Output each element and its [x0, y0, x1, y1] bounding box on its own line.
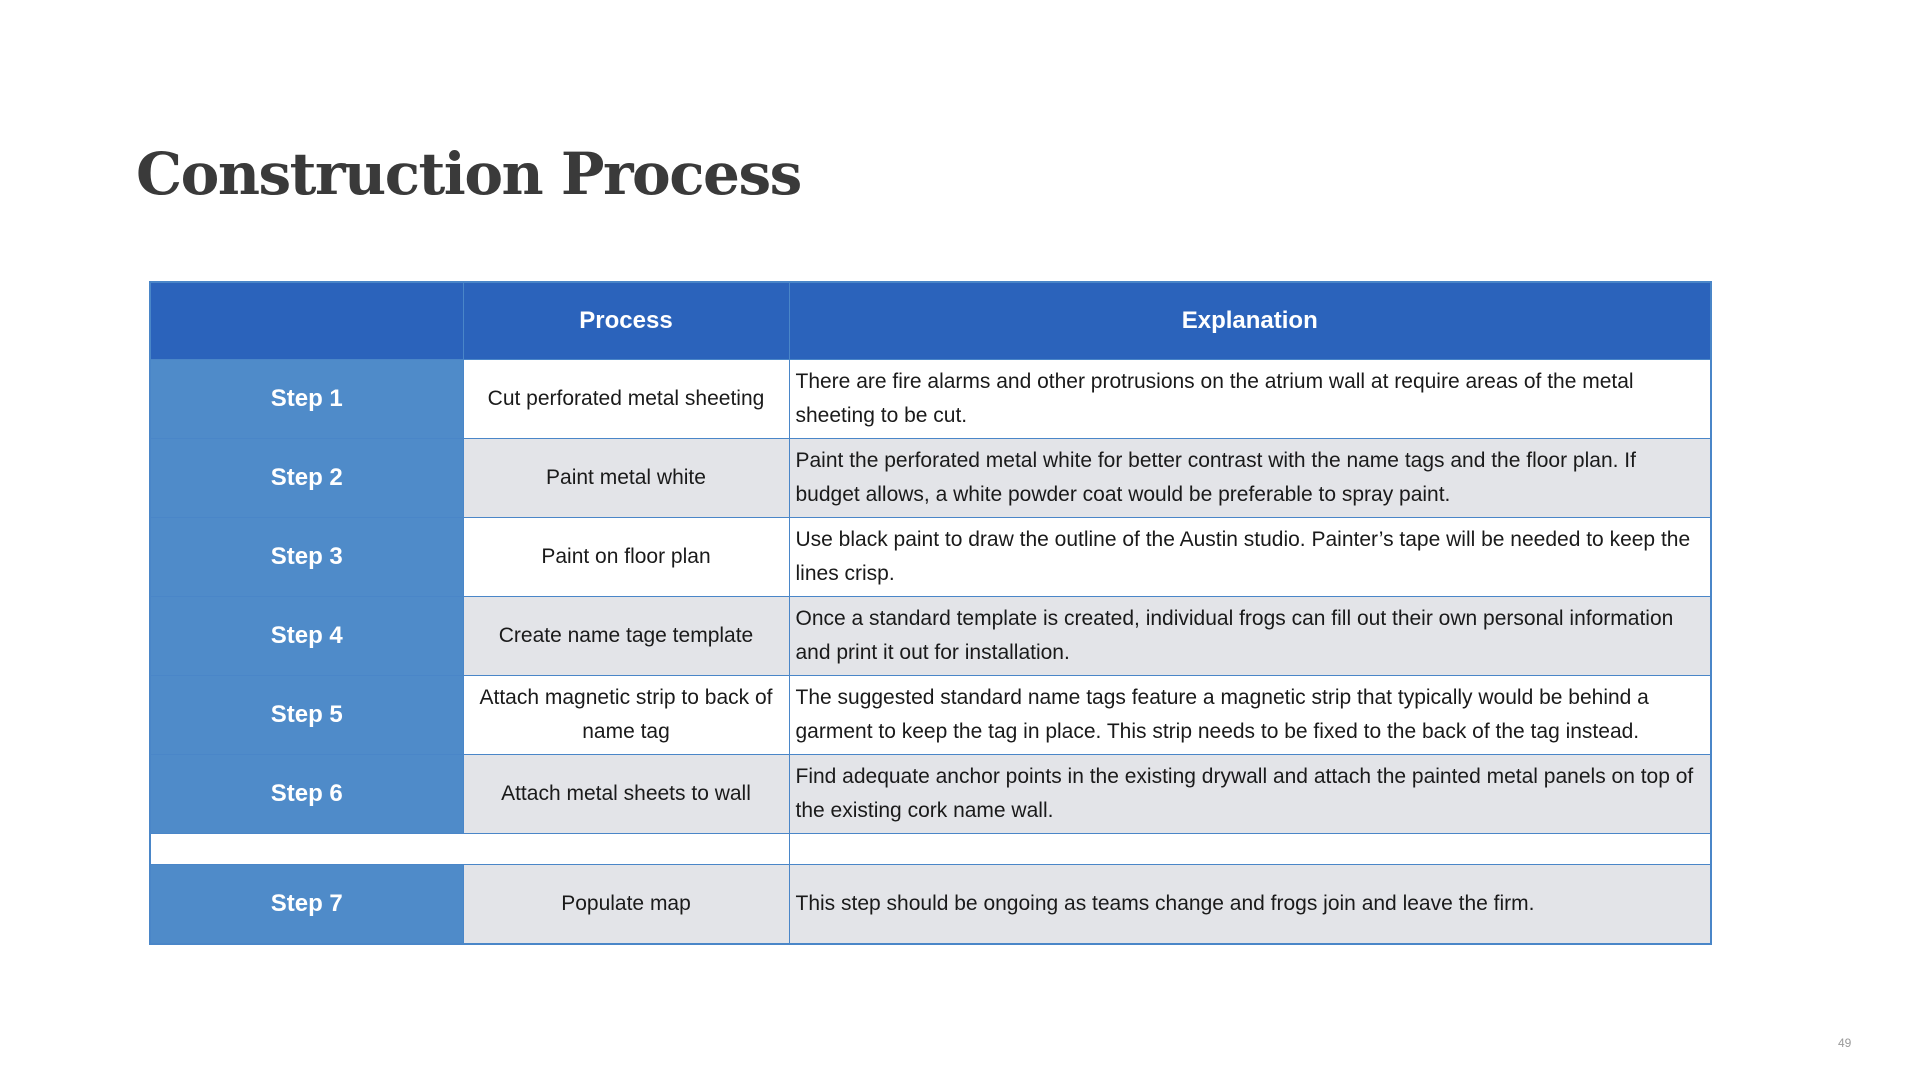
explanation-cell: This step should be ongoing as teams change and frogs join and leave the firm.: [789, 865, 1711, 945]
table-header-row: [150, 282, 1711, 360]
spacer-cell: [789, 834, 1711, 865]
header-process: Process: [463, 282, 789, 360]
process-cell: Attach magnetic strip to back of name tag: [463, 676, 789, 755]
table-row: [150, 518, 1711, 597]
step-label: Step 4: [150, 597, 463, 676]
explanation-cell: Find adequate anchor points in the existing drywall and attach the painted metal panels on top of the existing cork name wall.: [789, 755, 1711, 834]
page-title: Construction Process: [136, 140, 801, 208]
page-number: 49: [1838, 1036, 1852, 1050]
explanation-cell: Use black paint to draw the outline of the Austin studio. Painter’s tape will be needed to keep the lines crisp.: [789, 518, 1711, 597]
header-step: [150, 282, 463, 360]
explanation-cell: Once a standard template is created, individual frogs can fill out their own personal information and print it out for installation.: [789, 597, 1711, 676]
table-row: [150, 676, 1711, 755]
table-row: [150, 439, 1711, 518]
step-label: Step 3: [150, 518, 463, 597]
process-cell: Create name tage template: [463, 597, 789, 676]
explanation-cell: Paint the perforated metal white for better contrast with the name tags and the floor plan. If budget allows, a white powder coat would be preferable to spray paint.: [789, 439, 1711, 518]
table-row: [150, 755, 1711, 834]
process-table: [149, 281, 1712, 945]
table-row: [150, 597, 1711, 676]
step-label: Step 7: [150, 865, 463, 945]
process-cell: Paint metal white: [463, 439, 789, 518]
process-cell: Populate map: [463, 865, 789, 945]
process-cell: Attach metal sheets to wall: [463, 755, 789, 834]
step-label: Step 5: [150, 676, 463, 755]
step-label: Step 2: [150, 439, 463, 518]
table-row: [150, 865, 1711, 945]
spacer-cell: [150, 834, 789, 865]
spacer-row: [150, 834, 1711, 865]
explanation-cell: The suggested standard name tags feature a magnetic strip that typically would be behind a garment to keep the tag in place. This strip needs to be fixed to the back of the tag instead.: [789, 676, 1711, 755]
process-cell: Cut perforated metal sheeting: [463, 360, 789, 439]
table-row: [150, 360, 1711, 439]
step-label: Step 1: [150, 360, 463, 439]
process-cell: Paint on floor plan: [463, 518, 789, 597]
header-explanation: Explanation: [789, 282, 1711, 360]
explanation-cell: There are fire alarms and other protrusions on the atrium wall at require areas of the metal sheeting to be cut.: [789, 360, 1711, 439]
step-label: Step 6: [150, 755, 463, 834]
